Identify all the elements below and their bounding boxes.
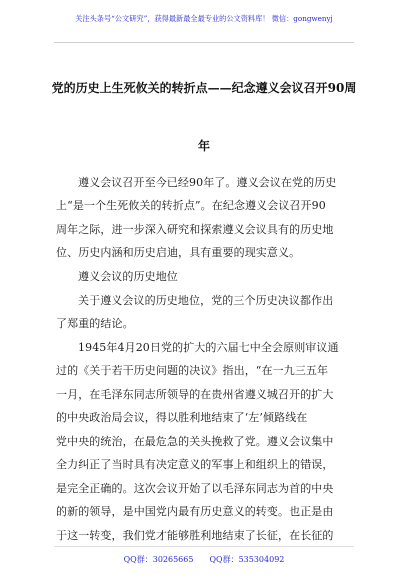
- footer-qq-group-1[interactable]: QQ群：30265665: [123, 555, 194, 564]
- body-line: 了郑重的结论。: [56, 317, 134, 330]
- header-banner[interactable]: 关注头条号“公文研究”，获得最新最全最专业的公文资料库！ 微信：gongwenyj: [75, 14, 333, 23]
- body-line: 周年之际，进一步深入研究和探索遵义会议具有的历史地: [56, 223, 334, 236]
- body-line: 的中央政治局会议，得以胜利地结束了‘左’倾路线在: [56, 411, 308, 424]
- section-heading: 遵义会议的历史地位: [78, 270, 178, 283]
- body-line: 党中央的统治，在最危急的关头挽救了党。遵义会议集中: [56, 435, 334, 448]
- footer-qq-group-2[interactable]: QQ群：535304092: [209, 555, 285, 564]
- body-line: 过的《关于若干历史问题的决议》指出，“在一九三五年: [56, 364, 329, 377]
- body-line: 于这一转变，我们党才能够胜利地结束了长征，在长征的: [56, 529, 334, 542]
- body-line: 一月，在毛泽东同志所领导的在贵州省遵义城召开的扩大: [56, 388, 334, 401]
- header-divider: [54, 42, 354, 43]
- article-title-line-1: 党的历史上生死攸关的转折点——纪念遵义会议召开90周: [51, 81, 357, 95]
- body-line: 遵义会议召开至今已经90年了。遵义会议在党的历史: [78, 176, 337, 189]
- body-line: 上“是一个生死攸关的转折点”。在纪念遵义会议召开90: [56, 199, 326, 212]
- footer-divider: [54, 546, 354, 547]
- body-line: 的新的领导，是中国党内最有历史意义的转变。也正是由: [56, 505, 334, 518]
- body-line: 位、历史内涵和历史启迪，具有重要的现实意义。: [56, 246, 301, 259]
- footer: [0, 554, 408, 565]
- body-line: 1945年4月20日党的扩大的六届七中全会原则审议通: [78, 341, 339, 354]
- body-line: 是完全正确的。这次会议开始了以毛泽东同志为首的中央: [56, 482, 334, 495]
- body-line: 关于遵义会议的历史地位，党的三个历史决议都作出: [78, 294, 334, 307]
- article-title-line-2: 年: [197, 139, 210, 153]
- body-line: 全力纠正了当时具有决定意义的军事上和组织上的错误，: [56, 458, 334, 471]
